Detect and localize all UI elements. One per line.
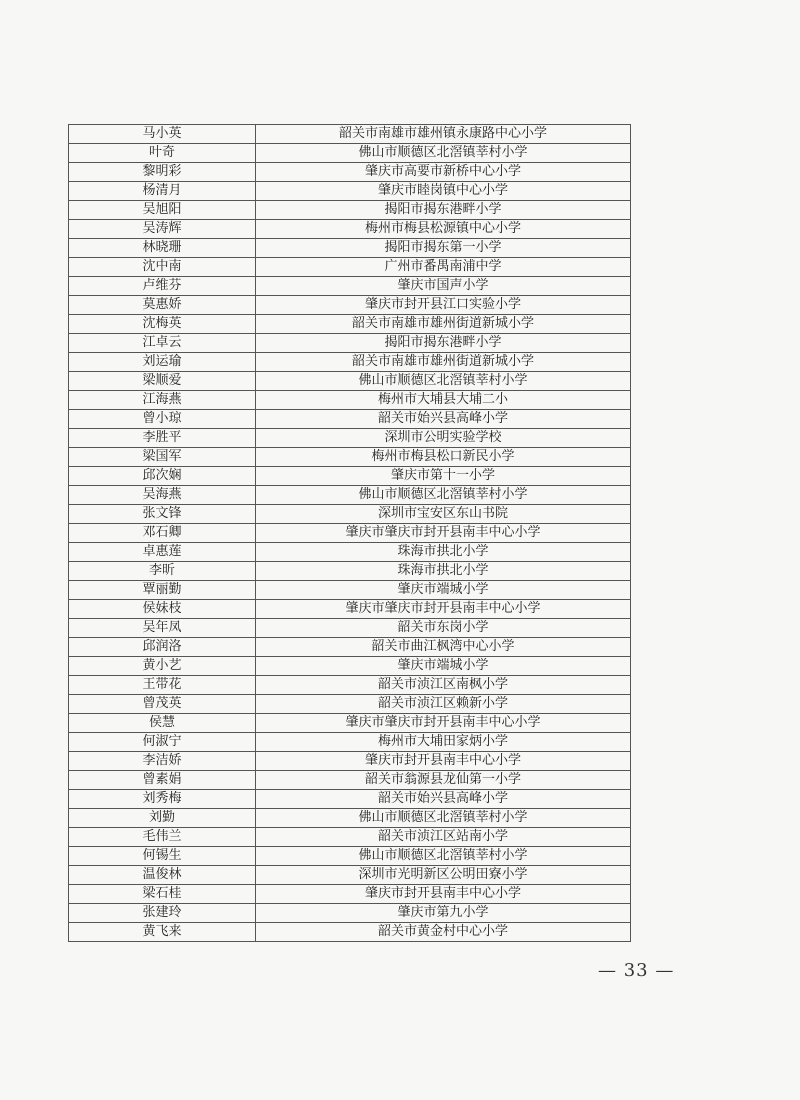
school-name-cell: 韶关市南雄市雄州街道新城小学 bbox=[256, 353, 631, 372]
table-row bbox=[69, 315, 631, 334]
teacher-name-cell: 吴涛辉 bbox=[69, 220, 256, 239]
table-row bbox=[69, 296, 631, 315]
table-row bbox=[69, 657, 631, 676]
teacher-name-cell: 马小英 bbox=[69, 125, 256, 144]
table-row bbox=[69, 277, 631, 296]
table-row bbox=[69, 391, 631, 410]
teacher-name-cell: 李洁娇 bbox=[69, 752, 256, 771]
table-row bbox=[69, 600, 631, 619]
teacher-name-cell: 沈中南 bbox=[69, 258, 256, 277]
school-name-cell: 佛山市顺德区北滘镇莘村小学 bbox=[256, 847, 631, 866]
teacher-name-cell: 温俊林 bbox=[69, 866, 256, 885]
table-row bbox=[69, 182, 631, 201]
school-name-cell: 韶关市浈江区赖新小学 bbox=[256, 695, 631, 714]
table-row bbox=[69, 847, 631, 866]
school-name-cell: 深圳市光明新区公明田寮小学 bbox=[256, 866, 631, 885]
teacher-name-cell: 王带花 bbox=[69, 676, 256, 695]
table-row bbox=[69, 258, 631, 277]
teacher-name-cell: 李胜平 bbox=[69, 429, 256, 448]
school-name-cell: 韶关市黄金村中心小学 bbox=[256, 923, 631, 942]
table-row bbox=[69, 410, 631, 429]
school-name-cell: 佛山市顺德区北滘镇莘村小学 bbox=[256, 486, 631, 505]
teacher-name-cell: 叶奇 bbox=[69, 144, 256, 163]
school-name-cell: 韶关市东岗小学 bbox=[256, 619, 631, 638]
table-row bbox=[69, 676, 631, 695]
teacher-name-cell: 江海燕 bbox=[69, 391, 256, 410]
table-row bbox=[69, 638, 631, 657]
table-row bbox=[69, 334, 631, 353]
teacher-name-cell: 黄飞来 bbox=[69, 923, 256, 942]
teacher-name-cell: 邱润洛 bbox=[69, 638, 256, 657]
teacher-name-cell: 黄小艺 bbox=[69, 657, 256, 676]
table-row bbox=[69, 429, 631, 448]
table-row bbox=[69, 733, 631, 752]
school-name-cell: 韶关市曲江枫湾中心小学 bbox=[256, 638, 631, 657]
teacher-name-cell: 何锡生 bbox=[69, 847, 256, 866]
teacher-name-cell: 刘运瑜 bbox=[69, 353, 256, 372]
teacher-name-cell: 覃丽勤 bbox=[69, 581, 256, 600]
teacher-name-cell: 梁国军 bbox=[69, 448, 256, 467]
table-row bbox=[69, 695, 631, 714]
school-name-cell: 韶关市南雄市雄州街道新城小学 bbox=[256, 315, 631, 334]
teacher-name-cell: 沈梅英 bbox=[69, 315, 256, 334]
table-row bbox=[69, 581, 631, 600]
teacher-name-cell: 吴旭阳 bbox=[69, 201, 256, 220]
table-row bbox=[69, 239, 631, 258]
school-name-cell: 佛山市顺德区北滘镇莘村小学 bbox=[256, 372, 631, 391]
teacher-name-cell: 邓石卿 bbox=[69, 524, 256, 543]
school-name-cell: 肇庆市肇庆市封开县南丰中心小学 bbox=[256, 524, 631, 543]
teacher-name-cell: 卓惠莲 bbox=[69, 543, 256, 562]
teacher-name-cell: 李昕 bbox=[69, 562, 256, 581]
school-name-cell: 广州市番禺南浦中学 bbox=[256, 258, 631, 277]
table-row bbox=[69, 790, 631, 809]
teacher-name-cell: 杨清月 bbox=[69, 182, 256, 201]
table-row bbox=[69, 353, 631, 372]
table-row bbox=[69, 562, 631, 581]
school-name-cell: 揭阳市揭东港畔小学 bbox=[256, 334, 631, 353]
school-name-cell: 梅州市大埔田家炳小学 bbox=[256, 733, 631, 752]
school-name-cell: 肇庆市肇庆市封开县南丰中心小学 bbox=[256, 600, 631, 619]
table-row bbox=[69, 923, 631, 942]
school-name-cell: 梅州市梅县松口新民小学 bbox=[256, 448, 631, 467]
teacher-name-cell: 张文锋 bbox=[69, 505, 256, 524]
table-row bbox=[69, 201, 631, 220]
school-name-cell: 肇庆市国声小学 bbox=[256, 277, 631, 296]
school-name-cell: 揭阳市揭东第一小学 bbox=[256, 239, 631, 258]
teacher-name-cell: 梁石桂 bbox=[69, 885, 256, 904]
teacher-name-cell: 吴海燕 bbox=[69, 486, 256, 505]
table-row bbox=[69, 448, 631, 467]
table-row bbox=[69, 828, 631, 847]
table-row bbox=[69, 125, 631, 144]
table-row bbox=[69, 163, 631, 182]
school-name-cell: 肇庆市封开县南丰中心小学 bbox=[256, 885, 631, 904]
school-name-cell: 肇庆市肇庆市封开县南丰中心小学 bbox=[256, 714, 631, 733]
teacher-name-cell: 曾小琼 bbox=[69, 410, 256, 429]
school-name-cell: 佛山市顺德区北滘镇莘村小学 bbox=[256, 809, 631, 828]
teacher-name-cell: 吴年凤 bbox=[69, 619, 256, 638]
school-name-cell: 肇庆市封开县江口实验小学 bbox=[256, 296, 631, 315]
teacher-name-cell: 曾茂英 bbox=[69, 695, 256, 714]
teacher-name-cell: 侯妹枝 bbox=[69, 600, 256, 619]
school-name-cell: 梅州市梅县松源镇中心小学 bbox=[256, 220, 631, 239]
table-row bbox=[69, 543, 631, 562]
table-row bbox=[69, 505, 631, 524]
table-row bbox=[69, 809, 631, 828]
table-row bbox=[69, 220, 631, 239]
school-name-cell: 珠海市拱北小学 bbox=[256, 543, 631, 562]
teacher-name-cell: 张建玲 bbox=[69, 904, 256, 923]
school-name-cell: 梅州市大埔县大埔二小 bbox=[256, 391, 631, 410]
teacher-name-cell: 何淑宁 bbox=[69, 733, 256, 752]
school-name-cell: 深圳市宝安区东山书院 bbox=[256, 505, 631, 524]
school-name-cell: 深圳市公明实验学校 bbox=[256, 429, 631, 448]
table-row bbox=[69, 524, 631, 543]
teacher-name-cell: 侯慧 bbox=[69, 714, 256, 733]
school-name-cell: 肇庆市端城小学 bbox=[256, 581, 631, 600]
school-name-cell: 肇庆市端城小学 bbox=[256, 657, 631, 676]
teacher-name-cell: 邱次娴 bbox=[69, 467, 256, 486]
school-name-cell: 韶关市始兴县高峰小学 bbox=[256, 790, 631, 809]
teacher-name-cell: 毛伟兰 bbox=[69, 828, 256, 847]
school-name-cell: 韶关市浈江区南枫小学 bbox=[256, 676, 631, 695]
table-row bbox=[69, 486, 631, 505]
table-row bbox=[69, 771, 631, 790]
school-name-cell: 韶关市浈江区站南小学 bbox=[256, 828, 631, 847]
teacher-name-cell: 莫惠娇 bbox=[69, 296, 256, 315]
school-name-cell: 揭阳市揭东港畔小学 bbox=[256, 201, 631, 220]
table-row bbox=[69, 904, 631, 923]
school-name-cell: 韶关市南雄市雄州镇永康路中心小学 bbox=[256, 125, 631, 144]
teacher-name-cell: 刘秀梅 bbox=[69, 790, 256, 809]
school-name-cell: 韶关市翁源县龙仙第一小学 bbox=[256, 771, 631, 790]
table-row bbox=[69, 619, 631, 638]
page-number: — 33 — bbox=[598, 960, 675, 981]
teacher-name-cell: 黎明彩 bbox=[69, 163, 256, 182]
teacher-name-cell: 曾素娟 bbox=[69, 771, 256, 790]
table-row bbox=[69, 467, 631, 486]
table-row bbox=[69, 372, 631, 391]
table-row bbox=[69, 714, 631, 733]
school-name-cell: 肇庆市第十一小学 bbox=[256, 467, 631, 486]
school-name-cell: 肇庆市封开县南丰中心小学 bbox=[256, 752, 631, 771]
teacher-name-cell: 梁顺爱 bbox=[69, 372, 256, 391]
table-row bbox=[69, 866, 631, 885]
table-row bbox=[69, 752, 631, 771]
teacher-name-cell: 林晓珊 bbox=[69, 239, 256, 258]
teacher-name-cell: 江卓云 bbox=[69, 334, 256, 353]
table-row bbox=[69, 144, 631, 163]
school-name-cell: 佛山市顺德区北滘镇莘村小学 bbox=[256, 144, 631, 163]
school-name-cell: 肇庆市睦岗镇中心小学 bbox=[256, 182, 631, 201]
teacher-name-cell: 刘勤 bbox=[69, 809, 256, 828]
school-name-cell: 肇庆市高要市新桥中心小学 bbox=[256, 163, 631, 182]
school-name-cell: 肇庆市第九小学 bbox=[256, 904, 631, 923]
teacher-name-cell: 卢维芬 bbox=[69, 277, 256, 296]
school-name-cell: 韶关市始兴县高峰小学 bbox=[256, 410, 631, 429]
table-row bbox=[69, 885, 631, 904]
roster-table bbox=[68, 124, 631, 942]
roster-table-body bbox=[69, 125, 631, 942]
school-name-cell: 珠海市拱北小学 bbox=[256, 562, 631, 581]
